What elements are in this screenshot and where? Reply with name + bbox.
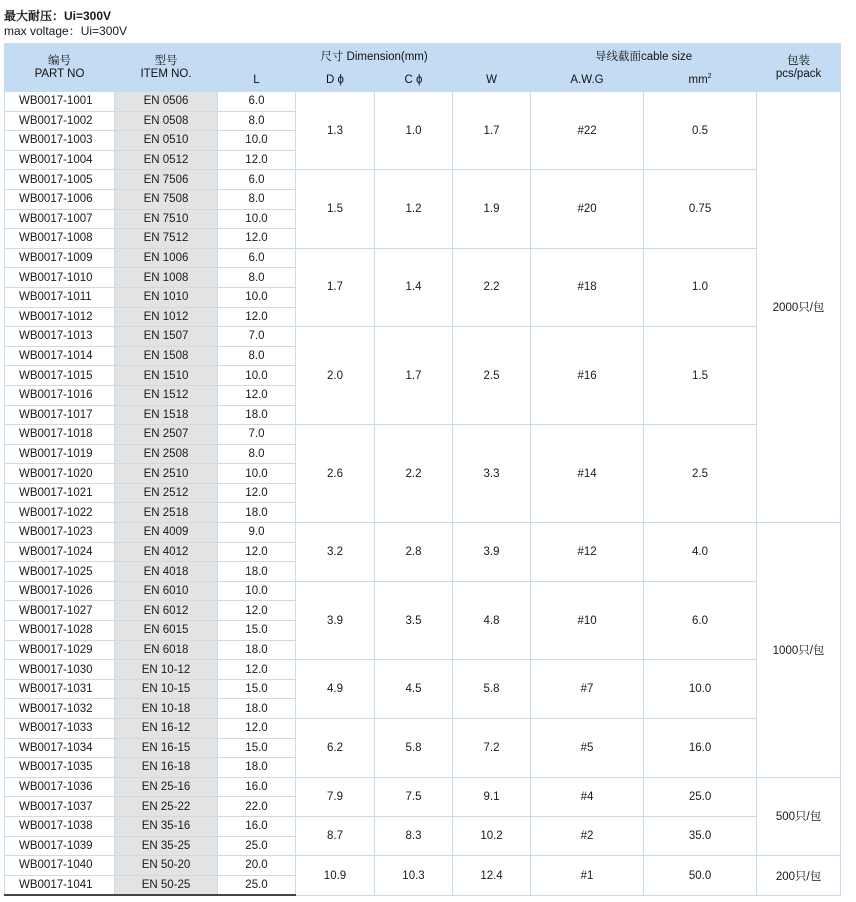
length-cell: 10.0	[218, 209, 296, 229]
spec-table	[4, 43, 841, 896]
pack-cell: 200只/包	[757, 856, 841, 896]
part-no-cell: WB0017-1021	[5, 483, 115, 503]
part-no-cell: WB0017-1040	[5, 856, 115, 876]
header-part-en: PART NO	[34, 67, 85, 80]
part-no-cell: WB0017-1003	[5, 131, 115, 151]
diameter-d-cell: 1.7	[296, 248, 375, 326]
mm2-cell: 2.5	[644, 425, 757, 523]
diameter-d-cell: 2.0	[296, 327, 375, 425]
width-cell: 3.3	[453, 425, 531, 523]
item-no-cell: EN 1512	[115, 385, 218, 405]
mm2-cell: 1.5	[644, 327, 757, 425]
table-row	[5, 248, 841, 268]
length-cell: 15.0	[218, 621, 296, 641]
item-no-cell: EN 0506	[115, 92, 218, 112]
diameter-c-cell: 7.5	[375, 777, 453, 816]
length-cell: 18.0	[218, 699, 296, 719]
item-no-cell: EN 0510	[115, 131, 218, 151]
header-col-c: C ϕ	[375, 68, 453, 92]
mm2-cell: 0.5	[644, 92, 757, 170]
item-no-cell: EN 2518	[115, 503, 218, 523]
part-no-cell: WB0017-1005	[5, 170, 115, 190]
diameter-c-cell: 4.5	[375, 660, 453, 719]
item-no-cell: EN 10-18	[115, 699, 218, 719]
table-row	[5, 856, 841, 876]
item-no-cell: EN 16-18	[115, 758, 218, 778]
table-row	[5, 523, 841, 543]
width-cell: 10.2	[453, 816, 531, 855]
item-no-cell: EN 10-12	[115, 660, 218, 680]
width-cell: 1.7	[453, 92, 531, 170]
item-no-cell: EN 16-12	[115, 719, 218, 739]
part-no-cell: WB0017-1041	[5, 875, 115, 895]
header-part-no	[5, 44, 115, 92]
item-no-cell: EN 1010	[115, 287, 218, 307]
header-item-no	[115, 44, 218, 92]
length-cell: 8.0	[218, 268, 296, 288]
item-no-cell: EN 6018	[115, 640, 218, 660]
item-no-cell: EN 7512	[115, 229, 218, 249]
diameter-d-cell: 10.9	[296, 856, 375, 896]
part-no-cell: WB0017-1001	[5, 92, 115, 112]
width-cell: 3.9	[453, 523, 531, 582]
length-cell: 7.0	[218, 425, 296, 445]
item-no-cell: EN 0508	[115, 111, 218, 131]
item-no-cell: EN 25-16	[115, 777, 218, 797]
mm2-cell: 25.0	[644, 777, 757, 816]
part-no-cell: WB0017-1033	[5, 719, 115, 739]
length-cell: 16.0	[218, 816, 296, 836]
part-no-cell: WB0017-1004	[5, 150, 115, 170]
diameter-d-cell: 7.9	[296, 777, 375, 816]
length-cell: 12.0	[218, 385, 296, 405]
mm2-cell: 50.0	[644, 856, 757, 896]
item-no-cell: EN 6012	[115, 601, 218, 621]
width-cell: 1.9	[453, 170, 531, 248]
diameter-c-cell: 1.4	[375, 248, 453, 326]
part-no-cell: WB0017-1002	[5, 111, 115, 131]
diameter-c-cell: 3.5	[375, 581, 453, 659]
part-no-cell: WB0017-1019	[5, 444, 115, 464]
part-no-cell: WB0017-1006	[5, 189, 115, 209]
diameter-d-cell: 2.6	[296, 425, 375, 523]
length-cell: 18.0	[218, 640, 296, 660]
diameter-c-cell: 8.3	[375, 816, 453, 855]
length-cell: 18.0	[218, 503, 296, 523]
item-no-cell: EN 35-16	[115, 816, 218, 836]
header-col-mm-sup: 2	[707, 73, 712, 81]
item-no-cell: EN 1012	[115, 307, 218, 327]
length-cell: 7.0	[218, 327, 296, 347]
part-no-cell: WB0017-1038	[5, 816, 115, 836]
item-no-cell: EN 1508	[115, 346, 218, 366]
header-col-mm2	[644, 68, 757, 92]
max-voltage-en: max voltage：Ui=300V	[4, 24, 128, 38]
item-no-cell: EN 2510	[115, 464, 218, 484]
part-no-cell: WB0017-1034	[5, 738, 115, 758]
mm2-cell: 1.0	[644, 248, 757, 326]
header-col-mm-text: mm	[688, 73, 708, 86]
diameter-d-cell: 1.3	[296, 92, 375, 170]
diameter-c-cell: 5.8	[375, 719, 453, 778]
table-body	[5, 92, 841, 896]
diameter-d-cell: 3.2	[296, 523, 375, 582]
table-row	[5, 92, 841, 112]
item-no-cell: EN 4012	[115, 542, 218, 562]
part-no-cell: WB0017-1035	[5, 758, 115, 778]
item-no-cell: EN 50-25	[115, 875, 218, 895]
awg-cell: #18	[531, 248, 644, 326]
part-no-cell: WB0017-1020	[5, 464, 115, 484]
awg-cell: #4	[531, 777, 644, 816]
diameter-c-cell: 2.2	[375, 425, 453, 523]
length-cell: 22.0	[218, 797, 296, 817]
item-no-cell: EN 1008	[115, 268, 218, 288]
table-row	[5, 660, 841, 680]
diameter-d-cell: 8.7	[296, 816, 375, 855]
item-no-cell: EN 7510	[115, 209, 218, 229]
width-cell: 9.1	[453, 777, 531, 816]
diameter-d-cell: 3.9	[296, 581, 375, 659]
diameter-c-cell: 2.8	[375, 523, 453, 582]
length-cell: 12.0	[218, 719, 296, 739]
length-cell: 6.0	[218, 170, 296, 190]
table-header	[5, 44, 841, 92]
awg-cell: #12	[531, 523, 644, 582]
diameter-c-cell: 1.0	[375, 92, 453, 170]
table-row	[5, 777, 841, 797]
part-no-cell: WB0017-1015	[5, 366, 115, 386]
max-voltage-cn: 最大耐压：Ui=300V	[4, 9, 112, 23]
item-no-cell: EN 16-15	[115, 738, 218, 758]
item-no-cell: EN 1518	[115, 405, 218, 425]
width-cell: 12.4	[453, 856, 531, 896]
part-no-cell: WB0017-1027	[5, 601, 115, 621]
part-no-cell: WB0017-1031	[5, 679, 115, 699]
length-cell: 18.0	[218, 405, 296, 425]
length-cell: 10.0	[218, 366, 296, 386]
pack-cell: 2000只/包	[757, 92, 841, 523]
awg-cell: #2	[531, 816, 644, 855]
part-no-cell: WB0017-1013	[5, 327, 115, 347]
mm2-cell: 0.75	[644, 170, 757, 248]
awg-cell: #5	[531, 719, 644, 778]
width-cell: 2.2	[453, 248, 531, 326]
length-cell: 8.0	[218, 189, 296, 209]
width-cell: 5.8	[453, 660, 531, 719]
part-no-cell: WB0017-1014	[5, 346, 115, 366]
length-cell: 25.0	[218, 875, 296, 895]
awg-cell: #1	[531, 856, 644, 896]
item-no-cell: EN 2508	[115, 444, 218, 464]
length-cell: 12.0	[218, 542, 296, 562]
length-cell: 16.0	[218, 777, 296, 797]
part-no-cell: WB0017-1008	[5, 229, 115, 249]
diameter-d-cell: 1.5	[296, 170, 375, 248]
item-no-cell: EN 1510	[115, 366, 218, 386]
header-col-w: W	[453, 68, 531, 92]
length-cell: 12.0	[218, 307, 296, 327]
length-cell: 6.0	[218, 248, 296, 268]
table-row	[5, 816, 841, 836]
awg-cell: #20	[531, 170, 644, 248]
part-no-cell: WB0017-1012	[5, 307, 115, 327]
awg-cell: #22	[531, 92, 644, 170]
part-no-cell: WB0017-1017	[5, 405, 115, 425]
pack-cell: 1000只/包	[757, 523, 841, 778]
header-pack	[757, 44, 841, 92]
length-cell: 25.0	[218, 836, 296, 856]
table-row	[5, 425, 841, 445]
awg-cell: #7	[531, 660, 644, 719]
part-no-cell: WB0017-1024	[5, 542, 115, 562]
table-row	[5, 170, 841, 190]
part-no-cell: WB0017-1037	[5, 797, 115, 817]
length-cell: 20.0	[218, 856, 296, 876]
mm2-cell: 4.0	[644, 523, 757, 582]
item-no-cell: EN 6010	[115, 581, 218, 601]
notes	[4, 9, 127, 39]
item-no-cell: EN 35-25	[115, 836, 218, 856]
length-cell: 12.0	[218, 483, 296, 503]
length-cell: 10.0	[218, 131, 296, 151]
length-cell: 8.0	[218, 444, 296, 464]
item-no-cell: EN 1006	[115, 248, 218, 268]
item-no-cell: EN 2507	[115, 425, 218, 445]
part-no-cell: WB0017-1009	[5, 248, 115, 268]
diameter-c-cell: 1.7	[375, 327, 453, 425]
header-col-d: D ϕ	[296, 68, 375, 92]
item-no-cell: EN 7508	[115, 189, 218, 209]
part-no-cell: WB0017-1026	[5, 581, 115, 601]
width-cell: 7.2	[453, 719, 531, 778]
width-cell: 4.8	[453, 581, 531, 659]
header-col-l: L	[218, 68, 296, 92]
header-part-cn: 编号	[48, 54, 71, 67]
awg-cell: #16	[531, 327, 644, 425]
item-no-cell: EN 1507	[115, 327, 218, 347]
header-pack-en: pcs/pack	[775, 67, 822, 80]
item-no-cell: EN 2512	[115, 483, 218, 503]
part-no-cell: WB0017-1023	[5, 523, 115, 543]
part-no-cell: WB0017-1022	[5, 503, 115, 523]
header-pack-cn: 包装	[787, 54, 811, 67]
pack-cell: 500只/包	[757, 777, 841, 855]
diameter-c-cell: 10.3	[375, 856, 453, 896]
item-no-cell: EN 50-20	[115, 856, 218, 876]
header-col-awg: A.W.G	[531, 68, 644, 92]
length-cell: 18.0	[218, 758, 296, 778]
item-no-cell: EN 7506	[115, 170, 218, 190]
length-cell: 12.0	[218, 150, 296, 170]
part-no-cell: WB0017-1011	[5, 287, 115, 307]
length-cell: 18.0	[218, 562, 296, 582]
length-cell: 12.0	[218, 229, 296, 249]
mm2-cell: 6.0	[644, 581, 757, 659]
part-no-cell: WB0017-1036	[5, 777, 115, 797]
header-item-en: ITEM NO.	[140, 67, 192, 80]
width-cell: 2.5	[453, 327, 531, 425]
part-no-cell: WB0017-1016	[5, 385, 115, 405]
awg-cell: #10	[531, 581, 644, 659]
length-cell: 6.0	[218, 92, 296, 112]
mm2-cell: 10.0	[644, 660, 757, 719]
header-cable-size: 导线截面cable size	[531, 44, 757, 68]
awg-cell: #14	[531, 425, 644, 523]
length-cell: 10.0	[218, 581, 296, 601]
item-no-cell: EN 4018	[115, 562, 218, 582]
part-no-cell: WB0017-1010	[5, 268, 115, 288]
mm2-cell: 35.0	[644, 816, 757, 855]
length-cell: 15.0	[218, 738, 296, 758]
length-cell: 9.0	[218, 523, 296, 543]
length-cell: 8.0	[218, 346, 296, 366]
table-row	[5, 581, 841, 601]
item-no-cell: EN 6015	[115, 621, 218, 641]
part-no-cell: WB0017-1039	[5, 836, 115, 856]
table-row	[5, 719, 841, 739]
length-cell: 15.0	[218, 679, 296, 699]
item-no-cell: EN 0512	[115, 150, 218, 170]
diameter-d-cell: 4.9	[296, 660, 375, 719]
item-no-cell: EN 25-22	[115, 797, 218, 817]
mm2-cell: 16.0	[644, 719, 757, 778]
header-item-cn: 型号	[154, 54, 178, 67]
item-no-cell: EN 4009	[115, 523, 218, 543]
part-no-cell: WB0017-1007	[5, 209, 115, 229]
diameter-c-cell: 1.2	[375, 170, 453, 248]
length-cell: 8.0	[218, 111, 296, 131]
part-no-cell: WB0017-1029	[5, 640, 115, 660]
part-no-cell: WB0017-1018	[5, 425, 115, 445]
header-dimension: 尺寸 Dimension(mm)	[218, 44, 531, 68]
item-no-cell: EN 10-15	[115, 679, 218, 699]
part-no-cell: WB0017-1028	[5, 621, 115, 641]
length-cell: 10.0	[218, 464, 296, 484]
length-cell: 12.0	[218, 660, 296, 680]
length-cell: 12.0	[218, 601, 296, 621]
diameter-d-cell: 6.2	[296, 719, 375, 778]
length-cell: 10.0	[218, 287, 296, 307]
part-no-cell: WB0017-1025	[5, 562, 115, 582]
table-row	[5, 327, 841, 347]
part-no-cell: WB0017-1032	[5, 699, 115, 719]
part-no-cell: WB0017-1030	[5, 660, 115, 680]
